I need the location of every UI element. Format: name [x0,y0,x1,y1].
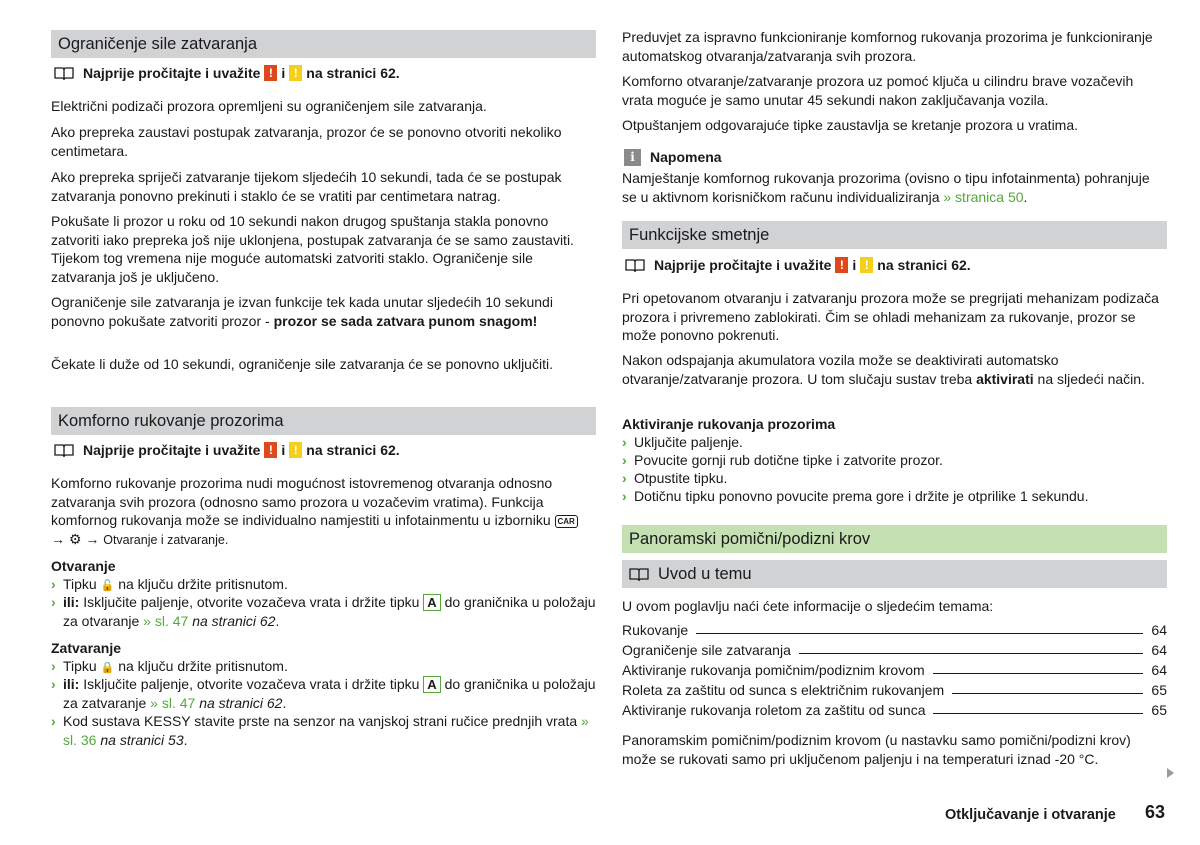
book-icon [54,443,74,457]
paragraph: Komforno rukovanje prozorima nudi mogućnost istovremenog otvaranja odnosno zatvaranja svih prozora (odnosno samo prozora u vozačevim vratima). Funkcija komfornog rukovanja može se individualno namjestiti u infotainmentu u izborniku CAR → ⚙ → Otvaranje i zatvaranje. [51,474,591,549]
list-item: › Otpustite tipku. [622,470,728,486]
chevron-right-icon: › [622,470,627,486]
chevron-right-icon: › [622,452,627,468]
next-page-arrow-icon [1167,768,1174,778]
chapter-heading: Panoramski pomični/podizni krov [622,525,1167,553]
paragraph: Nakon odspajanja akumulatora vozila može se deaktivirati automatsko otvaranje/zatvaranje prozora. U tom slučaju sustav treba aktivirati na sljedeći način. [622,352,1145,387]
book-icon [625,258,645,272]
paragraph: Ako prepreka zaustavi postupak zatvaranja, prozor će se ponovno otvoriti nekoliko centimetara. [51,124,562,159]
book-icon [54,66,74,80]
caution-icon: ! [860,257,873,273]
chevron-right-icon: › [51,713,56,729]
figure-link[interactable]: » sl. 36 [63,713,589,748]
car-menu-icon: CAR [555,515,578,528]
toc-row[interactable]: Roleta za zaštitu od sunca s električnim rukovanjem 65 [622,681,1167,698]
chevron-right-icon: › [51,594,56,610]
note-heading: i Napomena [624,147,722,167]
list-item: › Dotičnu tipku ponovno povucite prema gore i držite je otprilike 1 sekundu. [622,488,1089,504]
warning-icon: ! [835,257,848,273]
subheading: Aktiviranje rukovanja prozorima [622,416,836,432]
toc-row[interactable]: Aktiviranje rukovanja roletom za zaštitu od sunca 65 [622,701,1167,718]
page-link[interactable]: » stranica 50 [943,188,1024,205]
paragraph: Ograničenje sile zatvaranja je izvan funkcije tek kada unutar sljedećih 10 sekundi ponovno pokušate zatvoriti prozor - prozor se sada zatvara punom snagom! [51,294,553,329]
paragraph: Pri opetovanom otvaranju i zatvaranju prozora može se pregrijati mehanizam podizača prozora i privremeno zablokirati. Čim se ohladi mehanizam za rukovanje, prozor se može ponovno pokrenuti. [622,290,1159,343]
chevron-right-icon: › [622,434,627,450]
paragraph: U ovom poglavlju naći ćete informacije o sljedećim temama: [622,598,994,614]
subheading: Otvaranje [51,558,116,574]
list-item: › ili: Isključite paljenje, otvorite vozačeva vrata i držite tipku A do graničnika u položaju za otvaranje » sl. 47 na stranici 62. [51,594,596,629]
chevron-right-icon: › [51,676,56,692]
section-heading: Ograničenje sile zatvaranja [51,30,596,58]
chevron-right-icon: › [51,576,56,592]
chevron-right-icon: › [622,488,627,504]
figure-link[interactable]: » sl. 47 [143,612,189,629]
paragraph: Pokušate li prozor u roku od 10 sekundi nakon drugog spuštanja stakla ponovno zatvoriti iako prepreka još nije uklonjena, postupak zatvaranja će se samo zaustaviti. Tijekom tog vremena nije moguće automatski zatvoriti staklo. Ograničenje sile zatvaranja još je uključeno. [51,213,574,285]
list-item: › Tipku 🔒 na ključu držite pritisnutom. [51,658,288,674]
paragraph: Čekate li duže od 10 sekundi, ograničenje sile zatvaranja će se ponovno uključiti. [51,356,553,372]
toc-row[interactable]: Rukovanje 64 [622,621,1167,638]
note-text: Namještanje komfornog rukovanja prozorima (ovisno o tipu infotainmenta) pohranjuje se u aktivnom korisničkom računu individualiziranja » stranica 50. [622,170,1150,205]
paragraph: Preduvjet za ispravno funkcioniranje komfornog rukovanja prozorima je funkcioniranje automatskog otvaranja/zatvaranja svih prozora. [622,29,1153,64]
read-first-notice: Najprije pročitajte i uvažite ! i ! na stranici 62. [54,63,400,83]
subsection-heading: Uvod u temu [622,560,1167,588]
toc-row[interactable]: Aktiviranje rukovanja pomičnim/podiznim krovom 64 [622,661,1167,678]
paragraph: Ako prepreka spriječi zatvaranje tijekom sljedećih 10 sekundi, tada će se postupak zatvaranja ponovno prekinuti i staklo će se vratiti par centimetara natrag. [51,169,562,204]
figure-link[interactable]: » sl. 47 [150,694,196,711]
warning-icon: ! [264,442,277,458]
list-item: › Tipku 🔓 na ključu držite pritisnutom. [51,576,288,592]
list-item: › ili: Isključite paljenje, otvorite vozačeva vrata i držite tipku A do graničnika u položaju za zatvaranje » sl. 47 na stranici 62. [51,676,596,711]
list-item: › Povucite gornji rub dotične tipke i zatvorite prozor. [622,452,943,468]
section-heading: Komforno rukovanje prozorima [51,407,596,435]
info-icon: i [624,149,641,166]
key-a-badge: A [423,676,440,693]
page-number: 63 [1145,802,1166,822]
key-a-badge: A [423,594,440,611]
unlock-icon: 🔓 [100,580,115,592]
read-first-notice: Najprije pročitajte i uvažite ! i ! na stranici 62. [54,440,400,460]
list-item: › Uključite paljenje. [622,434,743,450]
lock-icon: 🔒 [100,662,115,674]
book-icon [629,567,649,581]
subheading: Zatvaranje [51,640,122,656]
caution-icon: ! [289,65,302,81]
warning-icon: ! [264,65,277,81]
toc-list [622,619,1167,719]
list-item: › Kod sustava KESSY stavite prste na senzor na vanjskoj strani ručice prednjih vrata » sl. 36 na stranici 53. [51,713,589,748]
paragraph: Otpuštanjem odgovarajuće tipke zaustavlja se kretanje prozora u vratima. [622,117,1079,133]
section-heading: Funkcijske smetnje [622,221,1167,249]
footer-chapter-title: Otključavanje i otvaranje [945,807,1116,823]
paragraph: Panoramskim pomičnim/podiznim krovom (u nastavku samo pomični/podizni krov) može se rukovati samo pri uključenom paljenju i na temperaturi iznad -20 °C. [622,732,1131,767]
gear-icon: ⚙ [68,530,82,547]
paragraph: Električni podizači prozora opremljeni su ograničenjem sile zatvaranja. [51,98,487,114]
read-first-notice: Najprije pročitajte i uvažite ! i ! na stranici 62. [625,255,971,275]
toc-row[interactable]: Ograničenje sile zatvaranja 64 [622,641,1167,658]
caution-icon: ! [289,442,302,458]
paragraph: Komforno otvaranje/zatvaranje prozora uz pomoć ključa u cilindru brave vozačevih vrata moguće je samo unutar 45 sekundi nakon zaključavanja vozila. [622,73,1134,108]
chevron-right-icon: › [51,658,56,674]
